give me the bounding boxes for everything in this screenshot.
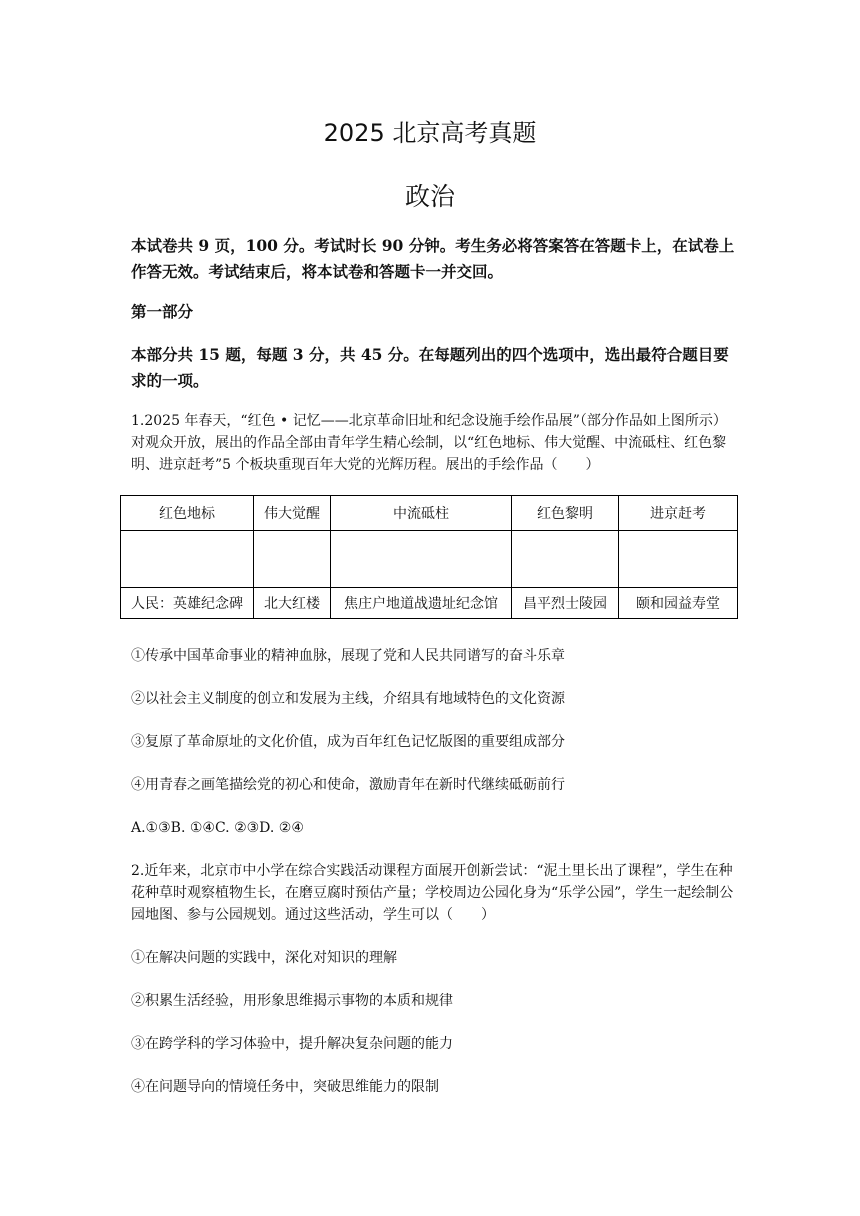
artwork-image-cell — [121, 531, 254, 588]
exam-instructions: 本试卷共 9 页，100 分。考试时长 90 分钟。考生务必将答案答在答题卡上，在试卷上作答无效。考试结束后，将本试卷和答题卡一并交回。 — [131, 236, 735, 281]
table-caption-cell: 颐和园益寿堂 — [619, 588, 738, 619]
subject-title: 政治 — [404, 182, 455, 211]
q2-option-2: ②积累生活经验，用形象思维揭示事物的本质和规律 — [131, 993, 453, 1009]
table-header-cell: 伟大觉醒 — [254, 496, 331, 531]
table-caption-cell: 北大红楼 — [254, 588, 331, 619]
question-2-stem: 2.近年来，北京市中小学在综合实践活动课程方面展开创新尝试：“泥土里长出了课程”，学生在种花种草时观察植物生长，在磨豆腐时预估产量；学校周边公园化身为“乐学公园”，学生一起绘制公园地图、参与公园规划。通过这些活动，学生可以（ ） — [131, 863, 734, 923]
part-description: 本部分共 15 题，每题 3 分，共 45 分。在每题列出的四个选项中，选出最符合题目要求的一项。 — [131, 345, 729, 390]
table-header-cell: 中流砥柱 — [331, 496, 512, 531]
table-image-row — [121, 531, 738, 588]
table-header-cell: 红色黎明 — [512, 496, 619, 531]
q2-option-4: ④在问题导向的情境任务中，突破思维能力的限制 — [131, 1079, 439, 1095]
table-header-row — [121, 496, 738, 531]
table-caption-row — [121, 588, 738, 619]
table-caption-cell: 人民：英雄纪念碑 — [121, 588, 254, 619]
table-header-cell: 进京赶考 — [619, 496, 738, 531]
table-header-cell: 红色地标 — [121, 496, 254, 531]
table-caption-cell: 焦庄户地道战遗址纪念馆 — [331, 588, 512, 619]
question-1-stem: 1.2025 年春天，“红色 • 记忆——北京革命旧址和纪念设施手绘作品展”（部分作品如上图所示）对观众开放，展出的作品全部由青年学生精心绘制，以“红色地标、伟大觉醒、中流砥柱、红色黎明、进京赶考”5 个板块重现百年大党的光辉历程。展出的手绘作品（ ） — [131, 413, 727, 473]
artwork-table — [120, 495, 738, 619]
q2-option-3: ③在跨学科的学习体验中，提升解决复杂问题的能力 — [131, 1036, 453, 1052]
artwork-image-cell — [254, 531, 331, 588]
artwork-image-cell — [619, 531, 738, 588]
q1-option-1: ①传承中国革命事业的精神血脉，展现了党和人民共同谱写的奋斗乐章 — [131, 648, 565, 664]
q1-option-4: ④用青春之画笔描绘党的初心和使命，激励青年在新时代继续砥砺前行 — [131, 777, 565, 793]
exam-title: 2025 北京高考真题 — [323, 119, 537, 147]
q1-option-2: ②以社会主义制度的创立和发展为主线，介绍具有地域特色的文化资源 — [131, 691, 565, 707]
q1-option-3: ③复原了革命原址的文化价值，成为百年红色记忆版图的重要组成部分 — [131, 734, 565, 750]
table-caption-cell: 昌平烈士陵园 — [512, 588, 619, 619]
artwork-image-cell — [331, 531, 512, 588]
q1-answer-choices: A.①③B. ①④C. ②③D. ②④ — [131, 820, 304, 836]
q2-option-1: ①在解决问题的实践中，深化对知识的理解 — [131, 950, 397, 966]
part-label: 第一部分 — [131, 302, 194, 321]
artwork-image-cell — [512, 531, 619, 588]
